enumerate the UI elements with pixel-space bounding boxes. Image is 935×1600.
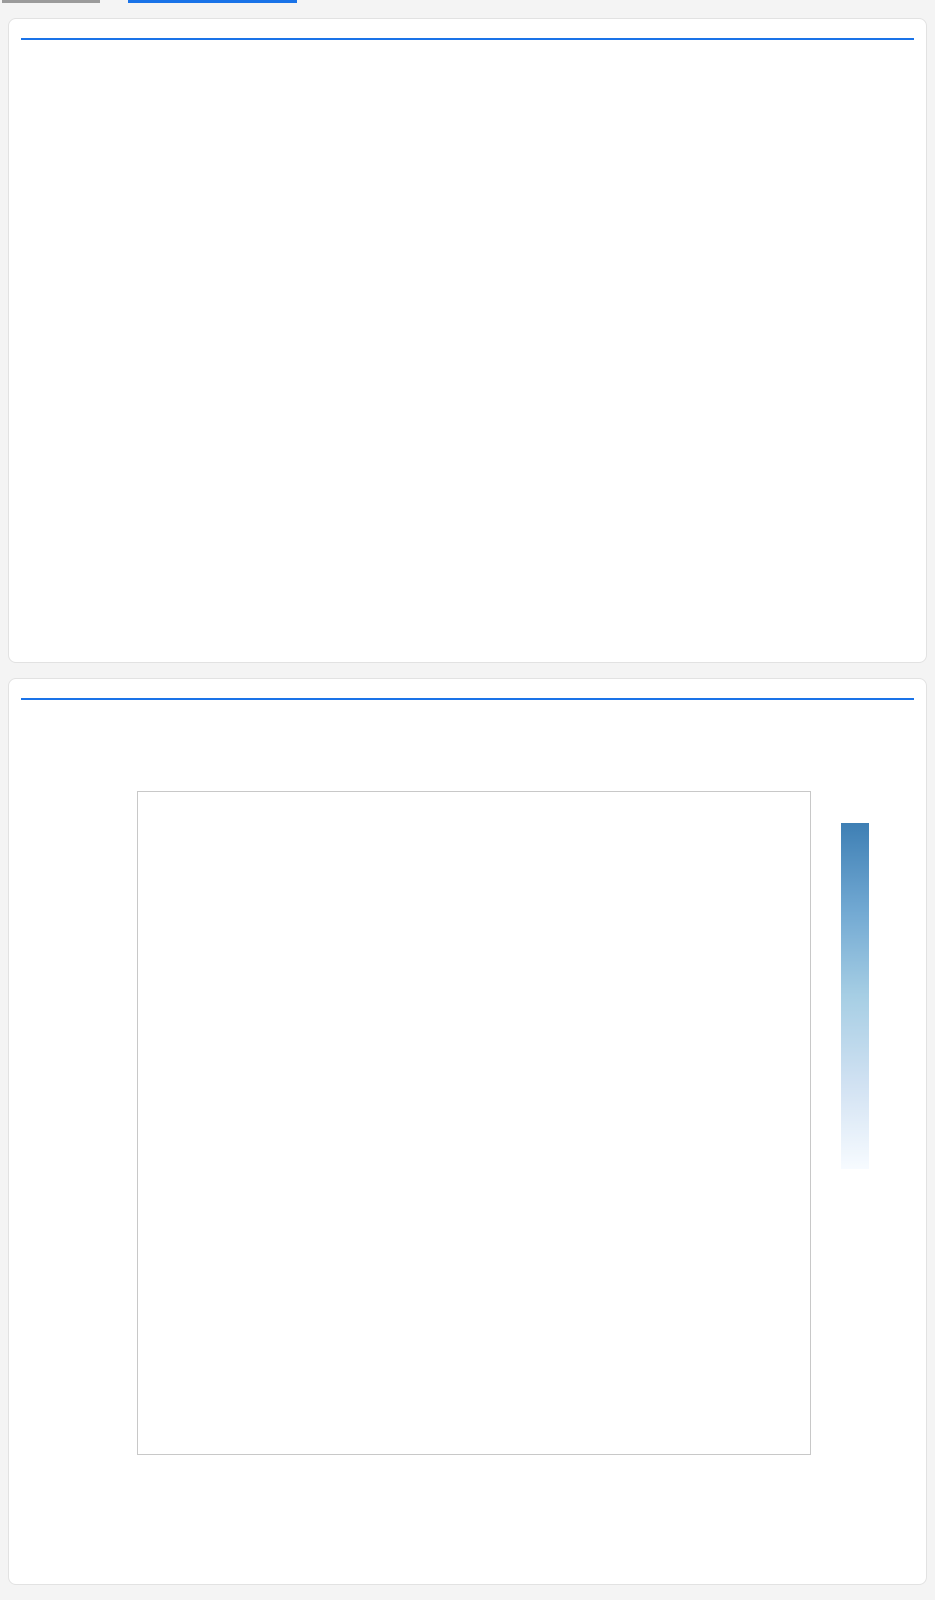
legend-gradient-bar xyxy=(841,823,869,1169)
confusion-matrix-card xyxy=(8,678,927,1585)
active-tab-indicator[interactable] xyxy=(128,0,297,3)
accuracy-card xyxy=(8,18,927,663)
heatmap-grid xyxy=(137,791,811,1455)
accuracy-title-underline xyxy=(21,38,914,40)
inactive-tab-indicator[interactable] xyxy=(2,0,100,3)
confusion-matrix-plot xyxy=(9,679,926,1584)
